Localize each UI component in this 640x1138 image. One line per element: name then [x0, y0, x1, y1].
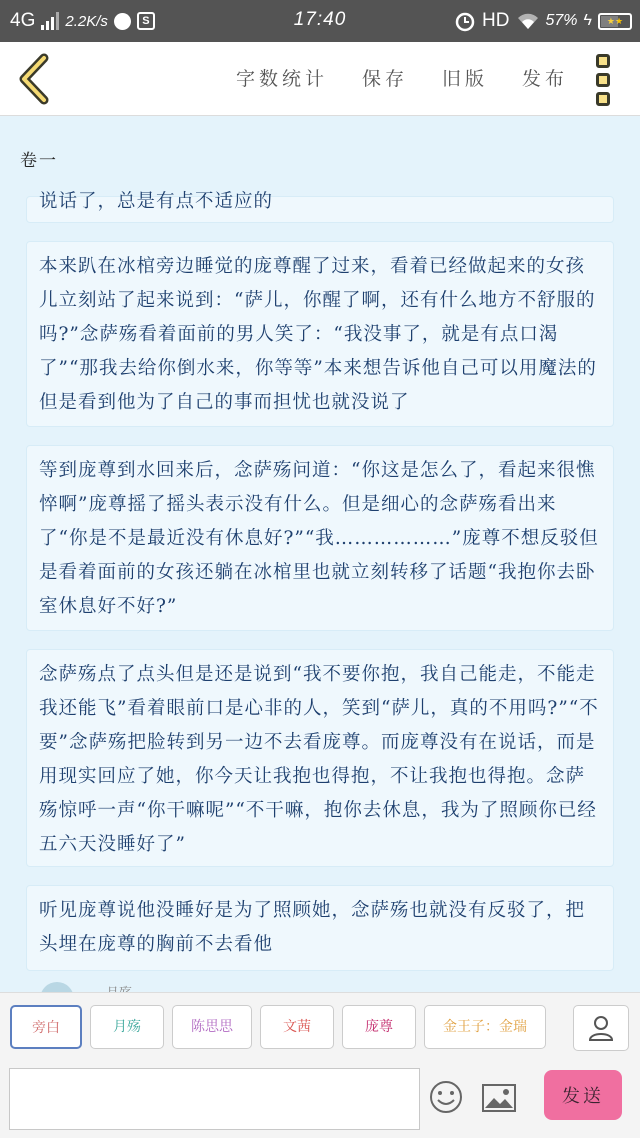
save-button[interactable]: 保存 — [362, 68, 409, 90]
network-label: 4G — [10, 10, 36, 31]
more-menu-icon[interactable] — [596, 54, 614, 106]
charging-icon: ϟ — [583, 12, 592, 29]
publish-button[interactable]: 发布 — [522, 68, 569, 90]
role-selector — [10, 1005, 570, 1053]
word-count-button[interactable]: 字数统计 — [236, 68, 329, 90]
paragraph-list — [26, 191, 614, 971]
add-role-button[interactable] — [573, 1005, 629, 1051]
wifi-icon — [516, 11, 540, 31]
paragraph-card[interactable] — [26, 241, 614, 427]
paragraph-text: 说话了，总是有点不适应的 — [39, 191, 274, 212]
role-chip-narrator[interactable]: 旁白 — [10, 1005, 82, 1049]
message-input[interactable] — [9, 1068, 420, 1130]
role-chip[interactable]: 月殇 — [90, 1005, 164, 1049]
compose-bar — [0, 992, 640, 1138]
editor-header — [0, 42, 640, 116]
status-bar — [0, 0, 640, 42]
clock: 17:40 — [293, 9, 347, 30]
paragraph-text: 念萨殇点了点头但是还是说到“我不要你抱，我自己能走，不能走我还能飞”看着眼前口是心非的人，笑到“萨儿，真的不用吗?”“不要”念萨殇把脸转到另一边不去看庞尊。而庞尊没有在说话，而是用现实回应了她，你今天让我抱也得抱，不让我抱也得抱。念萨殇惊呼一声“你干嘛呢”“不干嘛，抱你去休息，我为了照顾你已经五六天没睡好了” — [39, 664, 599, 855]
alarm-icon — [454, 10, 476, 32]
status-right — [454, 0, 632, 42]
paragraph-text: 听见庞尊说他没睡好是为了照顾她，念萨殇也就没有反驳了，把头埋在庞尊的胸前不去看他 — [39, 900, 586, 955]
image-icon[interactable] — [481, 1083, 517, 1113]
net-speed: 2.2K/s — [65, 12, 108, 30]
paragraph-text: 本来趴在冰棺旁边睡觉的庞尊醒了过来，看着已经做起来的女孩儿立刻站了起来说到：“萨儿，你醒了啊，还有什么地方不舒服的吗?”念萨殇看着面前的男人笑了：“我没事了，就是有点口渴了”“那我去给你倒水来，你等等”本来想告诉他自己可以用魔法的但是看到他为了自己的事而担忧也就没说了 — [39, 256, 597, 413]
send-button[interactable]: 发送 — [544, 1070, 622, 1120]
hd-label: HD — [482, 10, 510, 31]
s-notification-icon: S — [137, 12, 155, 30]
header-actions — [236, 64, 568, 91]
next-message-peek — [26, 982, 326, 992]
paragraph-card[interactable] — [26, 445, 614, 631]
person-icon — [588, 1014, 614, 1042]
role-chip[interactable]: 金王子：金瑞 — [424, 1005, 546, 1049]
paragraph-card[interactable] — [26, 649, 614, 867]
paragraph-text: 等到庞尊到水回来后，念萨殇问道：“你这是怎么了，看起来很憔悴啊”庞尊摇了摇头表示没有什么。但是细心的念萨殇看出来了“你是不是最近没有休息好?”“我………………”庞尊不想反驳但是看着面前的女孩还躺在冰棺里也就立刻转移了话题“我抱你去卧室休息好不好?” — [39, 460, 599, 617]
volume-title: 卷一 — [20, 151, 58, 171]
paragraph-card[interactable] — [26, 191, 614, 223]
emoji-icon[interactable] — [428, 1079, 464, 1115]
old-version-button[interactable]: 旧版 — [442, 68, 489, 90]
battery-percent: 57% — [545, 12, 578, 29]
role-chip[interactable]: 庞尊 — [342, 1005, 416, 1049]
battery-icon: ★★ — [598, 13, 632, 30]
paragraph-card[interactable] — [26, 885, 614, 971]
role-chip[interactable]: 文茜 — [260, 1005, 334, 1049]
role-chip[interactable]: 陈思思 — [172, 1005, 252, 1049]
back-arrow-icon[interactable] — [14, 54, 54, 104]
